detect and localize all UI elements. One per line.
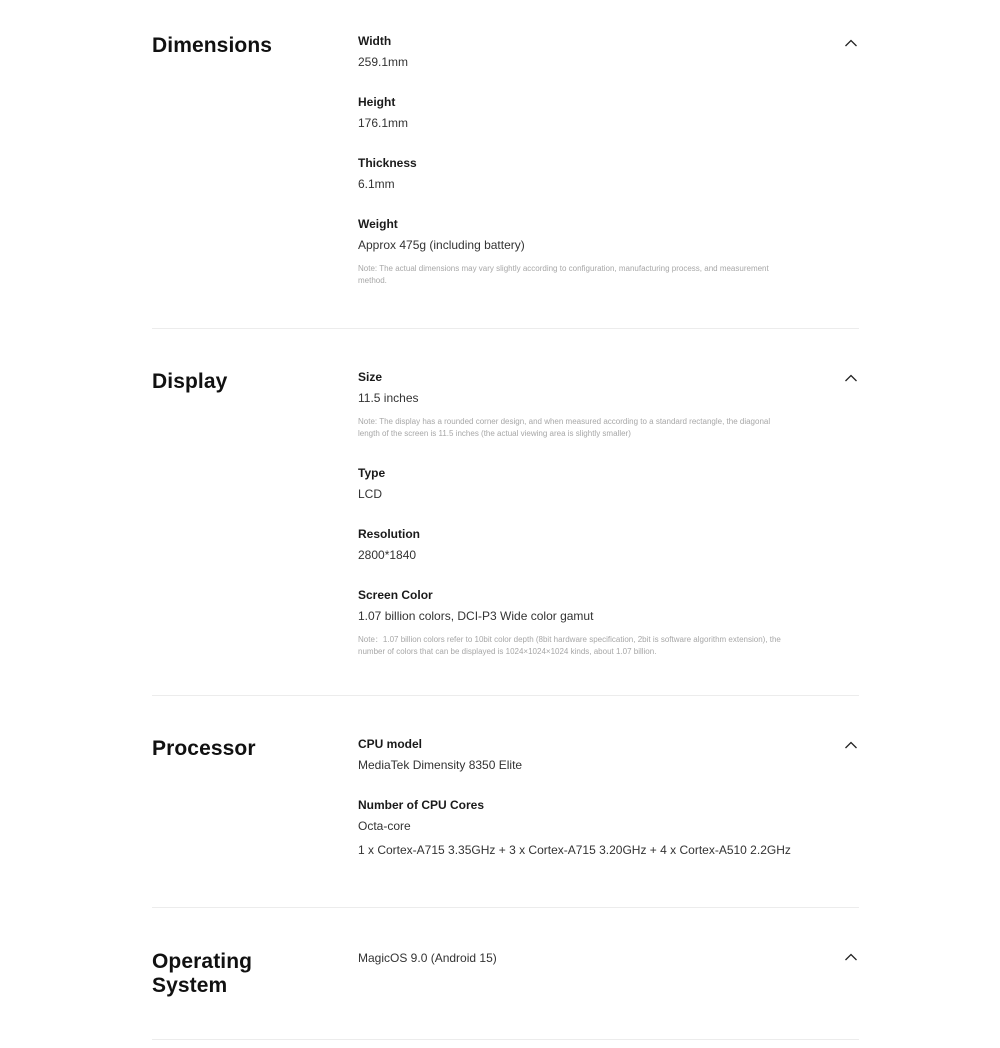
spec-label: Weight bbox=[358, 217, 398, 231]
spec-weight bbox=[358, 217, 798, 287]
spec-value-detail: 1 x Cortex-A715 3.35GHz + 3 x Cortex-A715 3.20GHz + 4 x Cortex-A510 2.2GHz bbox=[358, 843, 791, 857]
collapse-toggle[interactable] bbox=[843, 949, 859, 965]
spec-label: Screen Color bbox=[358, 588, 433, 602]
spec-value: MagicOS 9.0 (Android 15) bbox=[358, 951, 497, 965]
spec-value: LCD bbox=[358, 487, 383, 501]
spec-label: Thickness bbox=[358, 156, 417, 170]
spec-label: Width bbox=[358, 34, 392, 48]
spec-note: Note: The display has a rounded corner design, and when measured according to a standard rectangle, the diagonal length of the screen is 11.5 inches (the actual viewing area is slightly smaller) bbox=[358, 417, 771, 438]
section-display bbox=[152, 329, 859, 696]
section-processor bbox=[152, 696, 859, 908]
chevron-up-icon bbox=[843, 949, 859, 965]
spec-value: MediaTek Dimensity 8350 Elite bbox=[358, 758, 523, 772]
spec-label: Size bbox=[358, 370, 383, 384]
spec-value: 176.1mm bbox=[358, 116, 409, 130]
section-dimensions bbox=[152, 0, 859, 329]
spec-size bbox=[358, 370, 798, 440]
spec-label: Resolution bbox=[358, 527, 420, 541]
chevron-up-icon bbox=[843, 370, 859, 386]
spec-height bbox=[358, 95, 798, 131]
chevron-up-icon bbox=[843, 737, 859, 753]
spec-label: Height bbox=[358, 95, 396, 109]
spec-value: 11.5 inches bbox=[358, 391, 419, 405]
spec-value: 6.1mm bbox=[358, 177, 395, 191]
spec-label: CPU model bbox=[358, 737, 423, 751]
section-body bbox=[358, 370, 798, 658]
section-operating-system bbox=[152, 908, 859, 1040]
section-body bbox=[358, 34, 798, 287]
spec-os bbox=[358, 951, 798, 966]
collapse-toggle[interactable] bbox=[843, 737, 859, 753]
spec-width bbox=[358, 34, 798, 70]
section-title-line: System bbox=[152, 974, 228, 997]
section-body bbox=[358, 951, 798, 966]
spec-cpu-cores bbox=[358, 798, 798, 858]
spec-value: 2800*1840 bbox=[358, 548, 417, 562]
collapse-toggle[interactable] bbox=[843, 35, 859, 51]
spec-screen-color bbox=[358, 588, 798, 658]
spec-label: Type bbox=[358, 466, 386, 480]
section-title bbox=[152, 950, 252, 998]
section-title: Display bbox=[152, 370, 228, 393]
spec-value: Approx 475g (including battery) bbox=[358, 238, 525, 252]
spec-resolution bbox=[358, 527, 798, 563]
section-title: Dimensions bbox=[152, 34, 273, 57]
section-title: Processor bbox=[152, 737, 256, 760]
spec-type bbox=[358, 466, 798, 502]
spec-value: Octa-core bbox=[358, 819, 411, 833]
section-body bbox=[358, 737, 798, 858]
spec-value: 1.07 billion colors, DCI-P3 Wide color gamut bbox=[358, 609, 594, 623]
collapse-toggle[interactable] bbox=[843, 370, 859, 386]
spec-thickness bbox=[358, 156, 798, 192]
chevron-up-icon bbox=[843, 35, 859, 51]
spec-label: Number of CPU Cores bbox=[358, 798, 485, 812]
spec-note: Note：1.07 billion colors refer to 10bit color depth (8bit hardware specification, 2bit is software algorithm extension), the number of colors that can be displayed is 1024×1024×1024 kinds, about 1.07 billion. bbox=[358, 635, 781, 656]
spec-page bbox=[152, 0, 859, 1040]
spec-cpu-model bbox=[358, 737, 798, 773]
spec-value: 259.1mm bbox=[358, 55, 409, 69]
spec-note: Note: The actual dimensions may vary slightly according to configuration, manufacturing process, and measurement method. bbox=[358, 264, 769, 285]
section-title-line: Operating bbox=[152, 950, 253, 973]
